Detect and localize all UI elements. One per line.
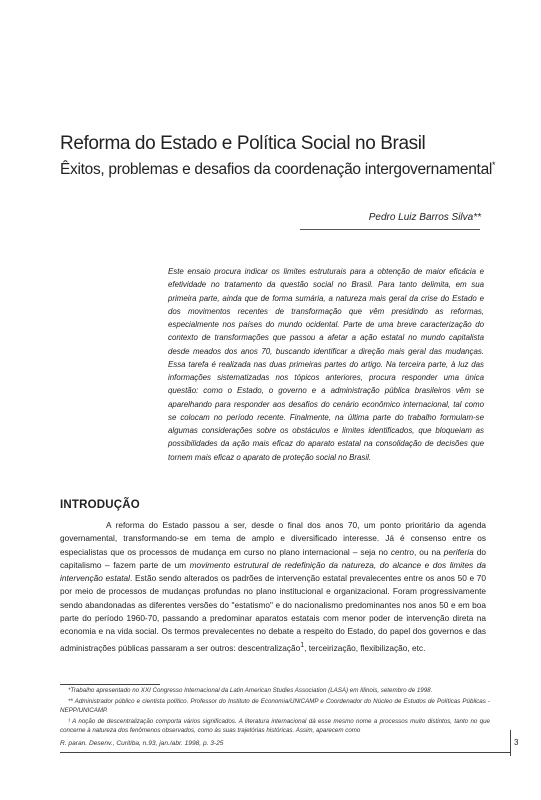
abstract-paragraph: Este ensaio procura indicar os limites estruturais para a obtenção de maior eficácia e efetividade no tratamento da questão social no Brasil. Para tanto delimita, em sua primeira parte, ainda que de forma sumária, a natureza mais geral da crise do Estado e dos movimentos recentes de transformação que vêm presidindo as reformas, especialmente nos países do mundo ocidental. Parte de uma breve caracterização do contexto de transformações que passou a afetar a ação estatal no mundo capitalista desde meados dos anos 70, buscando identificar a direção mais geral das mudanças. Essa tarefa é realizada nas duas primeiras partes do artigo. Na terceira parte, à luz das informações sistematizadas nos tópicos anteriores, procura responder uma única questão: como o Estado, o governo e a administração pública brasileiros vêm se aparelhando para responder aos desafios do cenário econômico internacional, tal como se colocam no período recente. Finalmente, na última parte do trabalho formulam-se algumas considerações sobre os obstáculos e limites identificados, que bloqueiam as possibilidades da ação mais eficaz do aparato estatal na consolidação de decisões que tornem mais eficaz o aparato de proteção social no Brasil. <box>168 267 484 462</box>
footnote-ref-1: 1 <box>300 641 305 649</box>
intro-text-part: A reforma do Estado passou a ser, desde o final dos anos 70, um ponto prioritário da agenda governamental, transformando-se em tema de amplo e diversificado interesse. Já é consenso entre os especialistas que os processos de mudança em curso no plano internacional – seja no <box>60 520 486 557</box>
footnote-2: ** Administrador público e cientista político. Professor do Instituto de Economia/UNICAMP e Coordenador do Núcleo de Estudos de Políticas Públicas - NEPP/UNICAMP. <box>60 698 490 714</box>
intro-italic-periferia: periferia <box>443 546 474 557</box>
page-number-divider <box>510 730 511 756</box>
intro-paragraph <box>60 519 486 655</box>
author-underline <box>300 229 480 230</box>
intro-italic-phrase: movimento estrutural de redefinição da natureza, do alcance e dos limites da intervenção estatal <box>60 559 486 584</box>
footer-rule <box>60 752 510 753</box>
footnote-separator <box>60 684 160 685</box>
author-name: Pedro Luiz Barros Silva** <box>368 212 481 223</box>
footnotes <box>60 686 490 737</box>
footnote-1: *Trabalho apresentado no XXI Congresso Internacional da Latin American Studies Association (LASA) em Illinois, setembro de 1998. <box>68 687 433 694</box>
intro-text-part: do capitalismo – fazem parte de um <box>60 546 486 570</box>
article-title: Reforma do Estado e Política Social no Brasil <box>60 133 426 154</box>
footnote-3: ¹ A noção de descentralização comporta vários significados. A literatura internacional dá esse mesmo nome a processos muito distintos, tanto no que concerne à natureza dos fenômenos observados, como às suas trajetórias históricas. Assim, aparecem como <box>60 718 490 734</box>
article-subtitle-text: Êxitos, problemas e desafios da coordenação intergovernamental <box>60 161 493 179</box>
intro-italic-centro: centro <box>390 546 414 557</box>
page-number: 3 <box>514 738 519 747</box>
journal-citation: R. paran. Desenv., Curitiba, n.93, jan./abr. 1998, p. 3-25 <box>60 740 224 747</box>
intro-text-part: , ou na <box>413 546 444 557</box>
subtitle-footnote-mark: * <box>492 160 496 170</box>
article-subtitle <box>60 160 520 179</box>
intro-text-part: . Estão sendo alterados os padrões de intervenção estatal prevalecentes entre os anos 50 e 70 por meio de processos de mudanças profundas no plano institucional e organizacional. Foram progressivamente sendo abandonadas as diferentes versões do "estatismo" e do nacionalismo predominantes nos anos 50 e em boa parte do período 1960-70, passando a predominar aparatos estatais com menor poder de intervenção direta na economia e na vida social. Os termos prevalecentes no debate a respeito do Estado, do papel dos governos e das administrações públicas passaram a ser outros: descentralização <box>60 573 486 653</box>
intro-text-part: , terceirização, flexibilização, etc. <box>304 642 426 653</box>
section-heading-introducao: INTRODUÇÃO <box>60 499 140 511</box>
